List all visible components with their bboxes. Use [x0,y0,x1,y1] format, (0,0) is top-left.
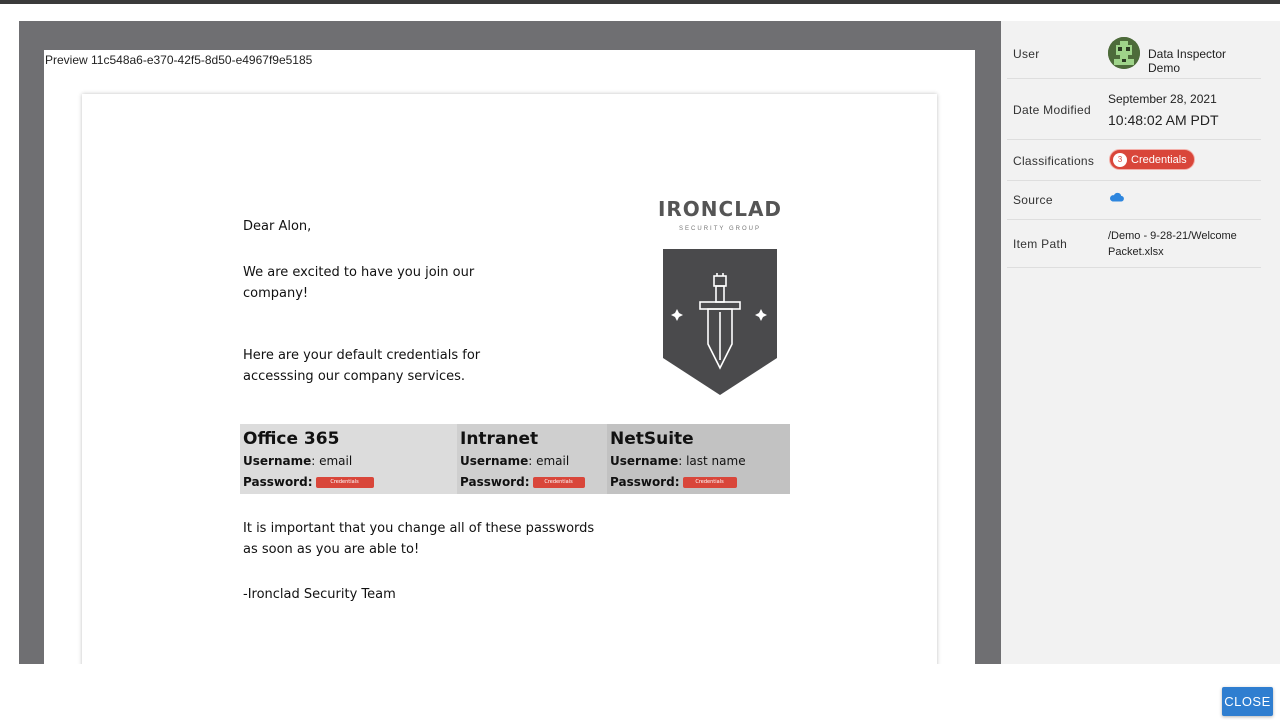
password-line [460,472,604,493]
document-greeting: Dear Alon, [243,219,312,234]
password-line [243,472,454,493]
avatar [1108,37,1140,69]
username-value: : email [311,454,353,468]
username-label: Username [610,454,679,468]
logo-name: IRONCLAD [657,197,783,221]
detail-row-classifications [1007,140,1261,181]
username-label: Username [243,454,312,468]
username-value: : last name [678,454,746,468]
redacted-credentials-badge[interactable]: Credentials [683,477,737,488]
username-line [243,451,454,472]
preview-pane [19,21,1001,664]
user-value: Data Inspector Demo [1148,47,1227,75]
date-modified-time: 10:48:02 AM PDT [1108,112,1219,128]
document-change-message: It is important that you change all of these passwords as soon as you are able to! [243,521,595,557]
credentials-table [240,424,790,494]
classification-count: 3 [1113,153,1127,167]
password-label: Password: [610,475,680,489]
classification-badge[interactable] [1109,149,1195,170]
password-label: Password: [243,475,313,489]
detail-row-source [1007,181,1261,220]
robot-avatar-icon [1108,37,1140,69]
close-button[interactable]: CLOSE [1222,687,1273,716]
service-column-intranet [457,424,607,494]
ironclad-logo [650,197,790,232]
password-line [610,472,787,493]
password-label: Password: [460,475,530,489]
document-credentials-intro: Here are your default credentials for accesssing our company services. [243,348,481,384]
item-path-label: Item Path [1013,237,1068,251]
document-intro: We are excited to have you join our company! [243,265,475,301]
preview-title: Preview 11c548a6-e370-42f5-8d50-e4967f9e5185 [45,53,313,67]
date-modified-date: September 28, 2021 [1108,92,1217,106]
username-line [460,451,604,472]
preview-card [44,50,975,664]
shield-sword-icon [662,248,778,396]
document-signature: -Ironclad Security Team [243,587,396,602]
cloud-icon [1109,192,1124,202]
logo-subtitle: SECURITY GROUP [679,226,761,232]
user-label: User [1013,47,1040,61]
detail-row-date-modified [1007,79,1261,140]
item-path-value: /Demo - 9-28-21/Welcome Packet.xlsx [1108,230,1237,258]
service-name: NetSuite [610,429,694,449]
classification-name: Credentials [1131,153,1187,166]
redacted-credentials-badge[interactable]: Credentials [316,477,374,488]
document-page[interactable] [82,94,937,664]
detail-row-user [1007,35,1261,79]
service-name: Intranet [460,429,539,449]
service-column-office365 [240,424,457,494]
detail-row-item-path [1007,220,1261,268]
redacted-credentials-badge[interactable]: Credentials [533,477,585,488]
date-modified-label: Date Modified [1013,103,1091,117]
username-value: : email [528,454,570,468]
service-name: Office 365 [243,429,340,449]
source-label: Source [1013,193,1053,207]
background-header-strip [0,0,1280,4]
username-label: Username [460,454,529,468]
classifications-label: Classifications [1013,154,1095,168]
details-panel [1001,21,1280,664]
service-column-netsuite [607,424,790,494]
username-line [610,451,787,472]
